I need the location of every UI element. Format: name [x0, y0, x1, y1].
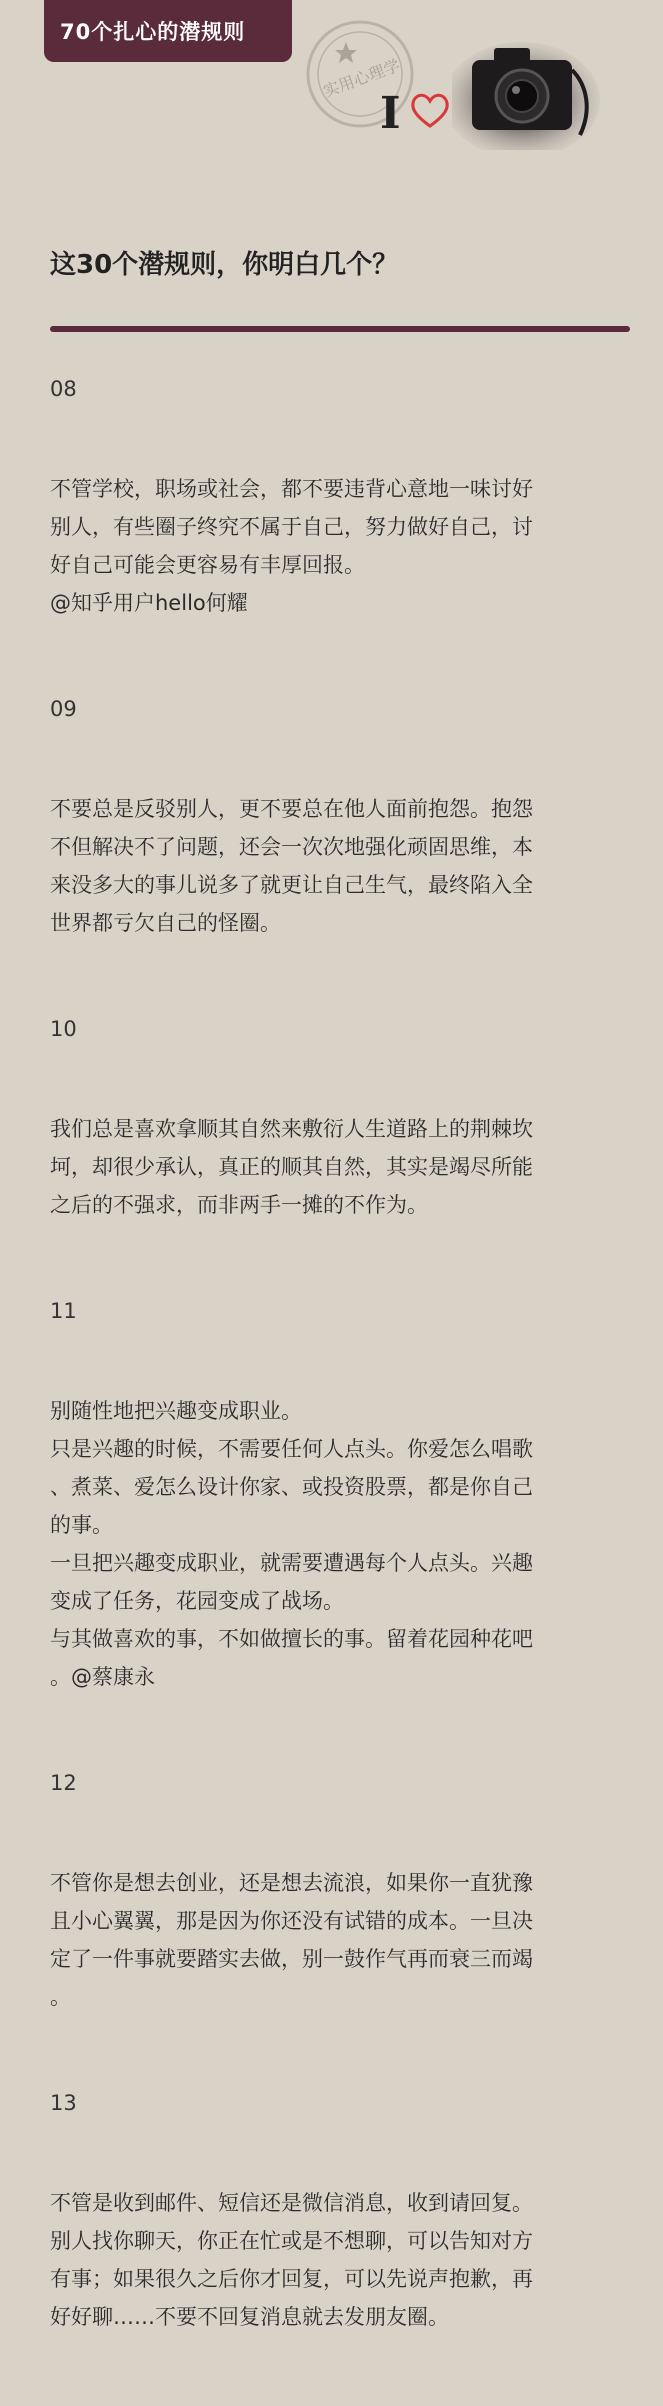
rule-item-13: [50, 2086, 630, 2336]
rule-item-09: [50, 692, 630, 942]
rule-line: 定了一件事就要踏实去做，别一鼓作气再而衰三而竭: [50, 1947, 533, 1971]
rule-line: 好好聊……不要不回复消息就去发朋友圈。: [50, 2305, 449, 2329]
rule-line: 且小心翼翼，那是因为你还没有试错的成本。一旦决: [50, 1909, 533, 1933]
article-body: [50, 372, 630, 2406]
stamp-icon: [300, 14, 420, 134]
rule-number: 11: [50, 1299, 77, 1323]
rule-line: 别人，有些圈子终究不属于自己，努力做好自己，讨: [50, 515, 533, 539]
rule-line: 之后的不强求，而非两手一摊的不作为。: [50, 1193, 428, 1217]
divider: [50, 326, 630, 332]
rule-item-11: [50, 1294, 630, 1696]
rule-item-12: [50, 1766, 630, 2016]
stamp-text: 实用心理学: [320, 55, 403, 101]
logo-letter: I: [380, 88, 401, 139]
rule-number: 12: [50, 1771, 77, 1795]
rule-line: 。: [50, 1985, 71, 2009]
rule-line: 不管学校，职场或社会，都不要违背心意地一味讨好: [50, 477, 533, 501]
rule-line: 有事；如果很久之后你才回复，可以先说声抱歉，再: [50, 2267, 533, 2291]
rule-line: 不管你是想去创业，还是想去流浪，如果你一直犹豫: [50, 1871, 533, 1895]
rule-line: 我们总是喜欢拿顺其自然来敷衍人生道路上的荆棘坎: [50, 1117, 533, 1141]
page-title: 这30个潜规则，你明白几个？: [50, 250, 399, 280]
rule-number: 10: [50, 1017, 77, 1041]
rule-line: 好自己可能会更容易有丰厚回报。: [50, 553, 365, 577]
rule-line: 。@蔡康永: [50, 1665, 155, 1689]
rule-line: 与其做喜欢的事，不如做擅长的事。留着花园种花吧: [50, 1627, 533, 1651]
rule-line: 一旦把兴趣变成职业，就需要遭遇每个人点头。兴趣: [50, 1551, 533, 1575]
rule-line: 、煮菜、爱怎么设计你家、或投资股票，都是你自己: [50, 1475, 533, 1499]
rule-line: @知乎用户hello何耀: [50, 591, 248, 615]
heart-icon: [408, 90, 452, 130]
rule-line: 来没多大的事儿说多了就更让自己生气，最终陷入全: [50, 873, 533, 897]
rule-line: 不但解决不了问题，还会一次次地强化顽固思维，本: [50, 835, 533, 859]
rule-line: 坷，却很少承认，真正的顺其自然，其实是竭尽所能: [50, 1155, 533, 1179]
rule-line: 不管是收到邮件、短信还是微信消息，收到请回复。: [50, 2191, 533, 2215]
rule-line: 的事。: [50, 1513, 113, 1537]
rule-line: 变成了任务，花园变成了战场。: [50, 1589, 344, 1613]
header-tag: 70个扎心的潜规则: [44, 0, 292, 62]
rule-number: 09: [50, 697, 77, 721]
rule-line: 世界都亏欠自己的怪圈。: [50, 911, 281, 935]
rule-line: 不要总是反驳别人，更不要总在他人面前抱怨。抱怨: [50, 797, 533, 821]
rule-line: 别人找你聊天，你正在忙或是不想聊，可以告知对方: [50, 2229, 533, 2253]
rule-item-10: [50, 1012, 630, 1224]
rule-line: 别随性地把兴趣变成职业。: [50, 1399, 302, 1423]
rule-line: 只是兴趣的时候，不需要任何人点头。你爱怎么唱歌: [50, 1437, 533, 1461]
rule-number: 13: [50, 2091, 77, 2115]
camera-icon: [452, 30, 602, 150]
rule-number: 08: [50, 377, 77, 401]
rule-item-08: [50, 372, 630, 622]
